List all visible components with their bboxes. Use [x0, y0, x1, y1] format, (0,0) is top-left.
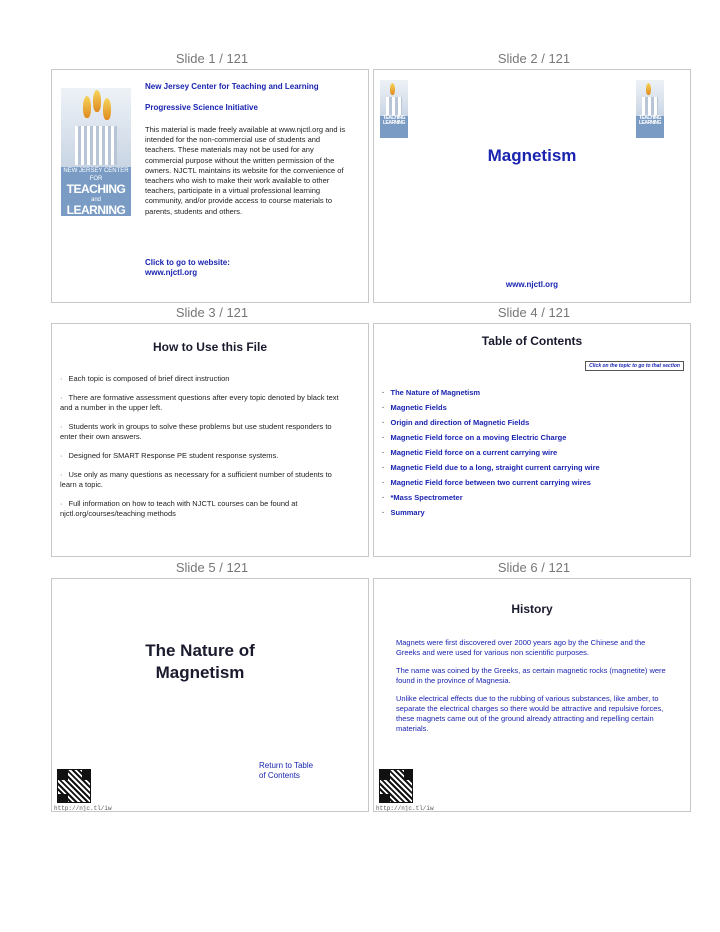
slide-2-caption: Slide 2 / 121	[497, 51, 571, 66]
toc-item[interactable]: · Magnetic Field force on a current carrying wire	[382, 448, 558, 457]
toc-item[interactable]: · Magnetic Field force between two current carrying wires	[382, 478, 591, 487]
license-text: This material is made freely available at www.njctl.org and is intended for the non-commercial use of students and teachers. These materials may not be used for any commercial purpose without the written permission of the owners. NJCTL maintains its website for the convenience of teachers who wish to make their work available to other teachers, participate in a virtual professional learning community, and/or provide access to course materials to parents, students and others.	[145, 125, 346, 216]
slide-3[interactable]	[51, 323, 369, 557]
slide-6[interactable]	[373, 578, 691, 812]
toc-item[interactable]: · Summary	[382, 508, 425, 517]
slide-5-caption: Slide 5 / 121	[175, 560, 249, 575]
website-link[interactable]: www.njctl.org	[145, 268, 198, 277]
slide-title: History	[511, 602, 553, 616]
section-title: The Nature of Magnetism	[145, 641, 255, 682]
slide-3-caption: Slide 3 / 121	[175, 305, 249, 320]
return-to-toc-link[interactable]: Return to Table of Contents	[259, 761, 314, 780]
toc-list	[382, 388, 682, 517]
qr-url: http://njc.tl/iw	[376, 805, 434, 812]
qr-code	[57, 769, 91, 803]
history-paragraph: Unlike electrical effects due to the rubbing of various substances, like amber, to separate the electrical charges so there would be attractive and repulsive forces, these magnets came out of the ground already attracting and repelling certain materials.	[396, 694, 664, 733]
toc-item[interactable]: · Magnetic Field due to a long, straight current carrying wire	[382, 463, 600, 472]
toc-item[interactable]: · *Mass Spectrometer	[382, 493, 463, 502]
website-prompt[interactable]: Click to go to website:	[145, 258, 230, 267]
slide-title: Magnetism	[487, 146, 577, 165]
qr-url: http://njc.tl/iw	[54, 805, 112, 812]
org-name: New Jersey Center for Teaching and Learning	[145, 82, 319, 91]
qr-code	[379, 769, 413, 803]
njctl-logo: NEW JERSEY CENTER FOR TEACHING and LEARNING	[61, 88, 131, 216]
instruction-item: · Full information on how to teach with NJCTL courses can be found at njctl.org/courses/teaching methods	[60, 499, 298, 518]
slide-title: Table of Contents	[481, 334, 583, 348]
history-paragraph: The name was coined by the Greeks, as certain magnetic rocks (magnetite) were found in the province of Magnesia.	[396, 666, 666, 685]
slide-4-caption: Slide 4 / 121	[497, 305, 571, 320]
instruction-item: · Students work in groups to solve these problems but use student responders to enter their own answers.	[60, 422, 332, 441]
slide-4[interactable]	[373, 323, 691, 557]
program-name: Progressive Science Initiative	[145, 103, 258, 112]
slide-6-caption: Slide 6 / 121	[497, 560, 571, 575]
slide-5[interactable]	[51, 578, 369, 812]
toc-item[interactable]: · Magnetic Fields	[382, 403, 447, 412]
slide-1-caption: Slide 1 / 121	[175, 51, 249, 66]
instruction-item: · Each topic is composed of brief direct instruction	[60, 374, 230, 383]
instruction-item: · Use only as many questions as necessary for a sufficient number of students to learn a topic.	[60, 470, 332, 489]
slide-1[interactable]	[51, 69, 369, 303]
njctl-logo-right: TEACHING LEARNING	[636, 80, 664, 138]
website-link[interactable]: www.njctl.org	[505, 280, 559, 289]
toc-hint: Click on the topic to go to that section	[585, 361, 684, 371]
slide-2[interactable]	[373, 69, 691, 303]
toc-item[interactable]: · Origin and direction of Magnetic Fields	[382, 418, 530, 427]
instructions	[60, 374, 350, 519]
toc-item[interactable]: · The Nature of Magnetism	[382, 388, 481, 397]
toc-item[interactable]: · Magnetic Field force on a moving Electric Charge	[382, 433, 567, 442]
history-paragraph: Magnets were first discovered over 2000 years ago by the Chinese and the Greeks and were used for various non scientific purposes.	[396, 638, 646, 657]
slide-title: How to Use this File	[152, 340, 267, 354]
history-text	[396, 638, 666, 734]
instruction-item: · There are formative assessment questions after every topic denoted by black text and a number in the upper left.	[60, 393, 339, 412]
njctl-logo-left: TEACHING LEARNING	[380, 80, 408, 138]
instruction-item: · Designed for SMART Response PE student response systems.	[60, 451, 279, 460]
